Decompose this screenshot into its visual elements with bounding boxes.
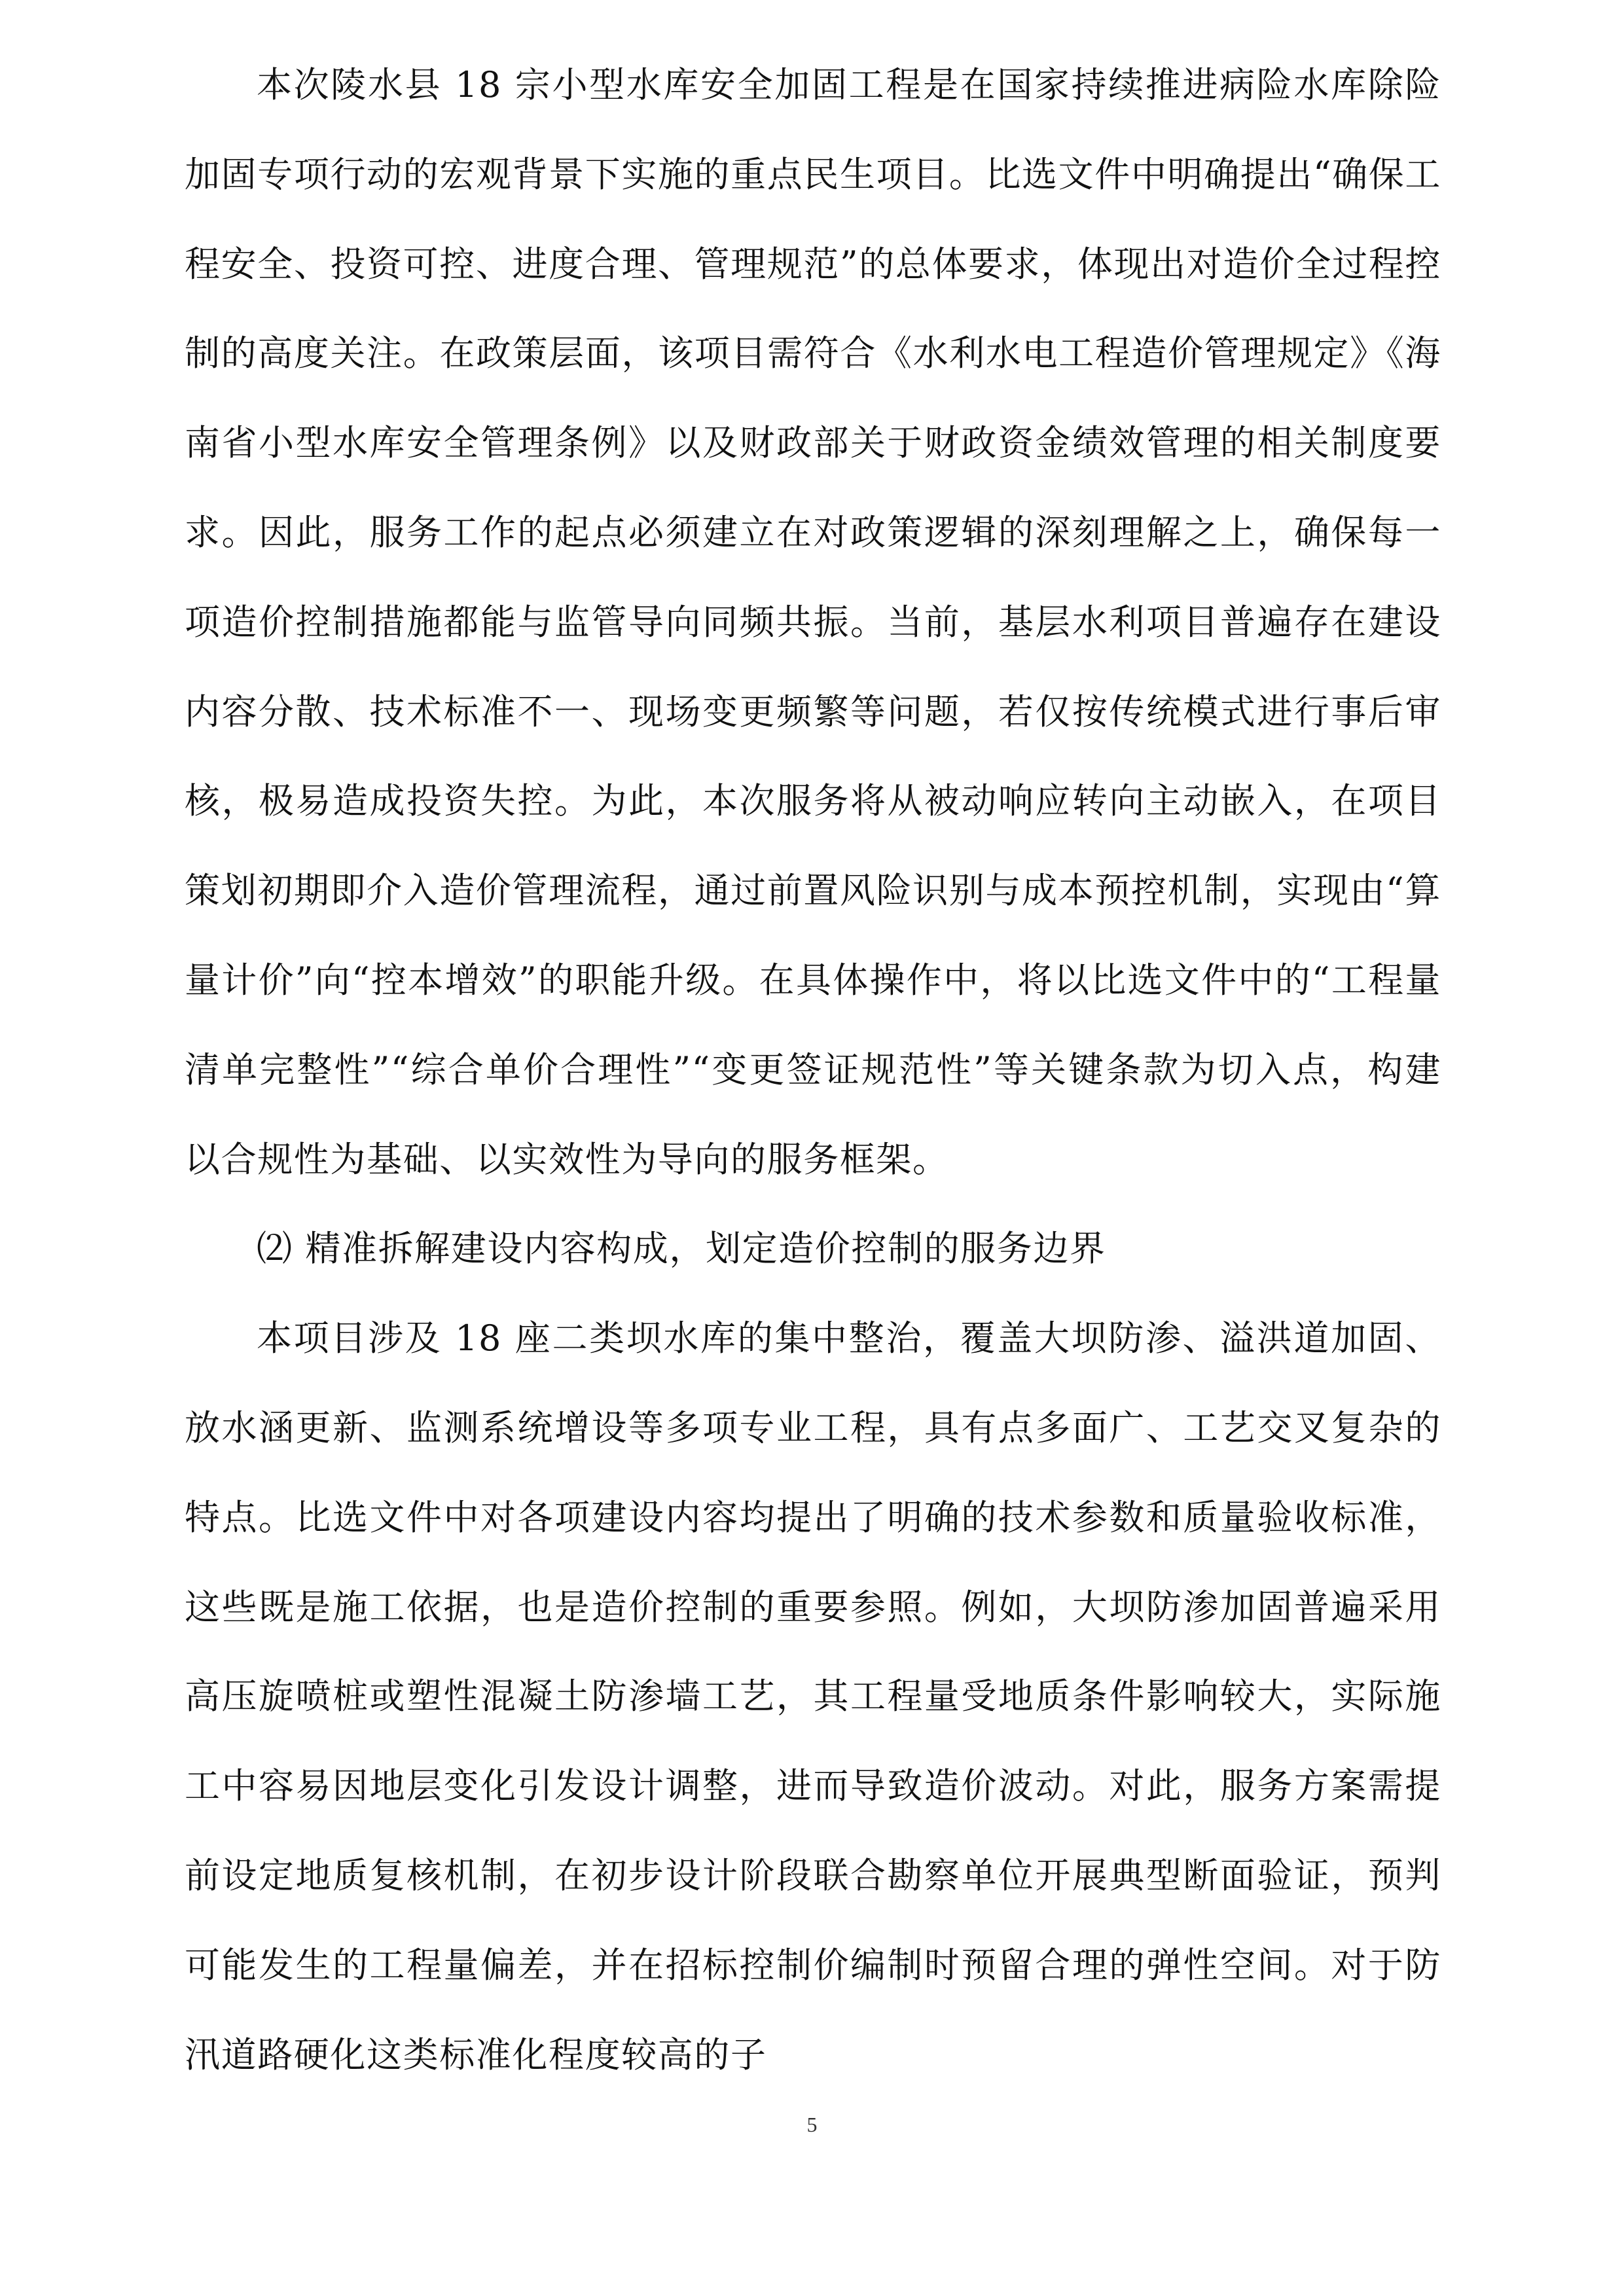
- section-heading: ⑵ 精准拆解建设内容构成，划定造价控制的服务边界: [257, 1228, 1106, 1270]
- paragraph-project-background: 本次陵水县 18 宗小型水库安全加固工程是在国家持续推进病险水库除险加固专项行动的宏观背景下实施的重点民生项目。比选文件中明确提出“确保工程安全、投资可控、进度合理、管理规范”的总体要求，体现出对造价全过程控制的高度关注。在政策层面，该项目需符合《水利水电工程造价管理规定》《海南省小型水库安全管理条例》以及财政部关于财政资金绩效管理的相关制度要求。因此，服务工作的起点必须建立在对政策逻辑的深刻理解之上，确保每一项造价控制措施都能与监管导向同频共振。当前，基层水利项目普遍存在建设内容分散、技术标准不一、现场变更频繁等问题，若仅按传统模式进行事后审核，极易造成投资失控。为此，本次服务将从被动响应转向主动嵌入，在项目策划初期即介入造价管理流程，通过前置风险识别与成本预控机制，实现由“算量计价”向“控本增效”的职能升级。在具体操作中，将以比选文件中的“工程量清单完整性”“综合单价合理性”“变更签证规范性”等关键条款为切入点，构建以合规性为基础、以实效性为导向的服务框架。: [185, 64, 1441, 1180]
- page-number: 5: [806, 2113, 818, 2136]
- document-body: [185, 41, 1441, 2100]
- paragraph-construction-content: 本项目涉及 18 座二类坝水库的集中整治，覆盖大坝防渗、溢洪道加固、放水涵更新、监测系统增设等多项专业工程，具有点多面广、工艺交叉复杂的特点。比选文件中对各项建设内容均提出了明确的技术参数和质量验收标准，这些既是施工依据，也是造价控制的重要参照。例如，大坝防渗加固普遍采用高压旋喷桩或塑性混凝土防渗墙工艺，其工程量受地质条件影响较大，实际施工中容易因地层变化引发设计调整，进而导致造价波动。对此，服务方案需提前设定地质复核机制，在初步设计阶段联合勘察单位开展典型断面验证，预判可能发生的工程量偏差，并在招标控制价编制时预留合理的弹性空间。对于防汛道路硬化这类标准化程度较高的子: [185, 1318, 1441, 2075]
